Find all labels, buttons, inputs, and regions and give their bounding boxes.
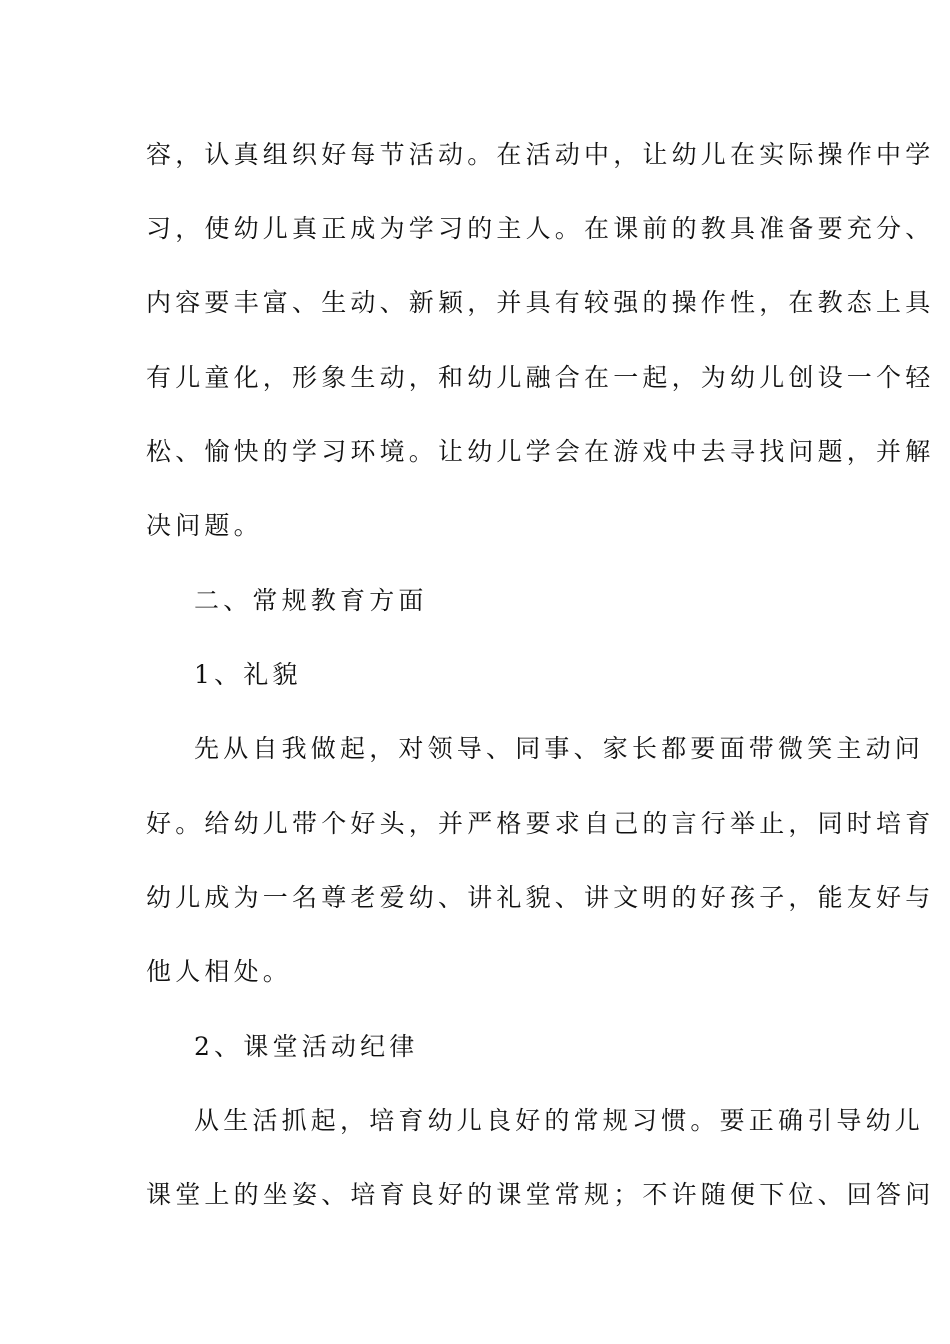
subsection-heading: 2、课堂活动纪律 bbox=[194, 1032, 419, 1061]
paragraph-line: 松、愉快的学习环境。让幼儿学会在游戏中去寻找问题，并解 bbox=[146, 437, 935, 466]
subsection-heading: 1、礼貌 bbox=[194, 660, 302, 689]
section-heading: 二、常规教育方面 bbox=[194, 586, 428, 615]
paragraph-line: 好。给幼儿带个好头，并严格要求自己的言行举止，同时培育 bbox=[146, 809, 935, 838]
paragraph-line: 幼儿成为一名尊老爱幼、讲礼貌、讲文明的好孩子，能友好与 bbox=[146, 883, 935, 912]
paragraph-line: 课堂上的坐姿、培育良好的课堂常规；不许随便下位、回答问 bbox=[146, 1180, 935, 1209]
paragraph-line: 从生活抓起，培育幼儿良好的常规习惯。要正确引导幼儿 bbox=[194, 1106, 925, 1135]
paragraph-line: 容，认真组织好每节活动。在活动中，让幼儿在实际操作中学 bbox=[146, 140, 935, 169]
paragraph-line: 先从自我做起，对领导、同事、家长都要面带微笑主动问 bbox=[194, 734, 925, 763]
paragraph-line: 习，使幼儿真正成为学习的主人。在课前的教具准备要充分、 bbox=[146, 214, 935, 243]
paragraph-line: 内容要丰富、生动、新颖，并具有较强的操作性，在教态上具 bbox=[146, 288, 935, 317]
paragraph-line: 决问题。 bbox=[146, 511, 263, 540]
paragraph-line: 他人相处。 bbox=[146, 957, 293, 986]
paragraph-line: 有儿童化，形象生动，和幼儿融合在一起，为幼儿创设一个轻 bbox=[146, 363, 935, 392]
